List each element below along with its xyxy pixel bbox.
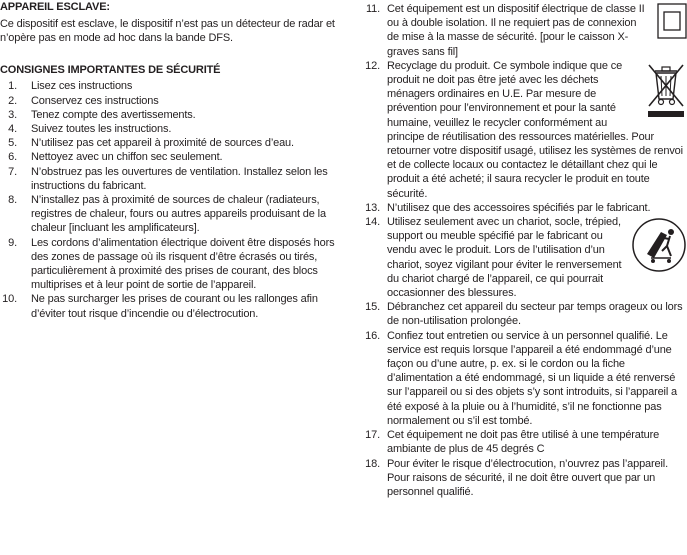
- safety-item-11: [362, 2, 687, 59]
- safety-item-16: [362, 329, 687, 428]
- item-text: Conservez ces instructions: [31, 94, 159, 107]
- safety-item-6: [0, 150, 336, 164]
- safety-item-7: [0, 165, 336, 193]
- item-number: 9.: [8, 236, 17, 249]
- item-text: Tenez compte des avertissements.: [31, 108, 196, 121]
- safety-item-8: [0, 193, 336, 236]
- item-text: Cet équipement ne doit pas être utilisé à une température ambiante de plus de 45 degrés C: [387, 429, 660, 456]
- item-number: 6.: [8, 151, 17, 164]
- crossed-out-wheelie-bin-icon: [645, 61, 687, 119]
- item-number: 16.: [365, 329, 380, 342]
- item-text: Utilisez seulement avec un chariot, socle, trépied, support ou meuble spécifié par le fabricant ou vendu avec le produit. Lors de l’utilisation d’un chariot, soyez vigilant pour éviter le renversement du chariot chargé de l’appareil, ce qui pourrait occasionner des blessures.: [387, 216, 622, 300]
- safety-instructions-heading: CONSIGNES IMPORTANTES DE SÉCURITÉ: [0, 64, 221, 77]
- safety-item-13: [362, 201, 687, 215]
- safety-item-4: [0, 122, 336, 136]
- safety-item-3: [0, 108, 336, 122]
- safety-item-9: [0, 236, 336, 293]
- safety-list-right: [362, 2, 687, 499]
- safety-item-10: [0, 292, 336, 320]
- item-text: Débranchez cet appareil du secteur par temps orageux ou lors de non-utilisation prolongée.: [387, 301, 683, 328]
- item-number: 15.: [365, 301, 380, 314]
- double-insulation-icon: [657, 3, 687, 39]
- item-text: Les cordons d’alimentation électrique doivent être disposés hors des zones de passage où ils risquent d’être écrasés ou tirés, particulièrement à proximité des prises de courant, des blocs multiprises et à leur point de sortie de l’appareil.: [31, 236, 335, 292]
- item-number: 4.: [8, 123, 17, 136]
- item-number: 2.: [8, 94, 17, 107]
- item-number: 1.: [8, 80, 17, 93]
- slave-device-paragraph: Ce dispositif est esclave, le dispositif n’est pas un détecteur de radar et n’opère pas en mode ad hoc dans la bande DFS.: [0, 18, 335, 45]
- safety-item-18: [362, 457, 687, 500]
- item-number: 18.: [365, 457, 380, 470]
- item-number: 5.: [8, 137, 17, 150]
- item-text: Ne pas surcharger les prises de courant ou les rallonges afin d’éviter tout risque d’incendie ou d’électrocution.: [31, 293, 318, 320]
- safety-item-17: [362, 428, 687, 456]
- item-number: 3.: [8, 108, 17, 121]
- safety-item-1: [0, 79, 336, 93]
- item-number: 17.: [365, 429, 380, 442]
- item-number: 7.: [8, 165, 17, 178]
- item-text: Confiez tout entretien ou service à un personnel qualifié. Le service est requis lorsque l’appareil a été endommagé d’une façon ou d’une autre, p. ex. si le cordon ou la fiche d’alimentation a été endommagé, si un liquide a été renversé sur l’appareil ou si des objets s’y sont introduits, si l’appareil a été exposé à la pluie ou à l’humidité, s’il ne fonctionne pas normalement ou s’il est tombé.: [387, 329, 678, 427]
- right-column: [362, 0, 687, 499]
- safety-item-12: [362, 59, 687, 201]
- item-text: Suivez toutes les instructions.: [31, 123, 172, 136]
- item-text: Cet équipement est un dispositif électrique de classe II ou à double isolation. Il ne requiert pas de connexion de mise à la masse de sécurité. [pour le caisson X-graves sans fil]: [387, 3, 645, 58]
- item-text: N’installez pas à proximité de sources de chaleur (radiateurs, registres de chaleur, fours ou autres appareils produisant de la chaleur [incluant les amplificateurs].: [31, 194, 326, 235]
- slave-device-heading: APPAREIL ESCLAVE:: [0, 1, 110, 13]
- item-number: 14.: [365, 216, 380, 229]
- item-number: 12.: [365, 59, 380, 72]
- item-text: Nettoyez avec un chiffon sec seulement.: [31, 151, 223, 164]
- item-text: Lisez ces instructions: [31, 80, 133, 93]
- item-number: 13.: [365, 201, 380, 214]
- item-number: 8.: [8, 194, 17, 207]
- safety-item-5: [0, 136, 336, 150]
- item-text: N’utilisez pas cet appareil à proximité de sources d’eau.: [31, 137, 294, 150]
- safety-list-left: [0, 79, 336, 320]
- item-number: 11.: [365, 3, 380, 15]
- safety-item-15: [362, 300, 687, 328]
- item-text: N’obstruez pas les ouvertures de ventilation. Installez selon les instructions du fabricant.: [31, 165, 328, 192]
- item-number: 10.: [2, 293, 17, 306]
- safety-item-2: [0, 94, 336, 108]
- safety-item-14: [362, 215, 687, 300]
- item-text: Recyclage du produit. Ce symbole indique que ce produit ne doit pas être jeté avec les déchets ménagers ordinaires en U.E. Par mesure de prévention pour l’environnement et pour la santé humaine, veuillez le recycler conformément au principe de réutilisation des ressources matérielles. Pour retourner votre dispositif usagé, utilisez les systèmes de renvoi et de collecte locaux ou contactez le détaillant chez qui le produit a été acheté; il saura recycler le produit en toute sécurité.: [387, 59, 683, 200]
- item-text: N’utilisez que des accessoires spécifiés par le fabricant.: [387, 201, 651, 214]
- cart-tip-over-warning-icon: [631, 218, 687, 272]
- item-text: Pour éviter le risque d’électrocution, n’ouvrez pas l’appareil. Pour raisons de sécurité, il ne doit être ouvert que par un personnel qualifié.: [387, 457, 668, 498]
- left-column: [0, 0, 336, 321]
